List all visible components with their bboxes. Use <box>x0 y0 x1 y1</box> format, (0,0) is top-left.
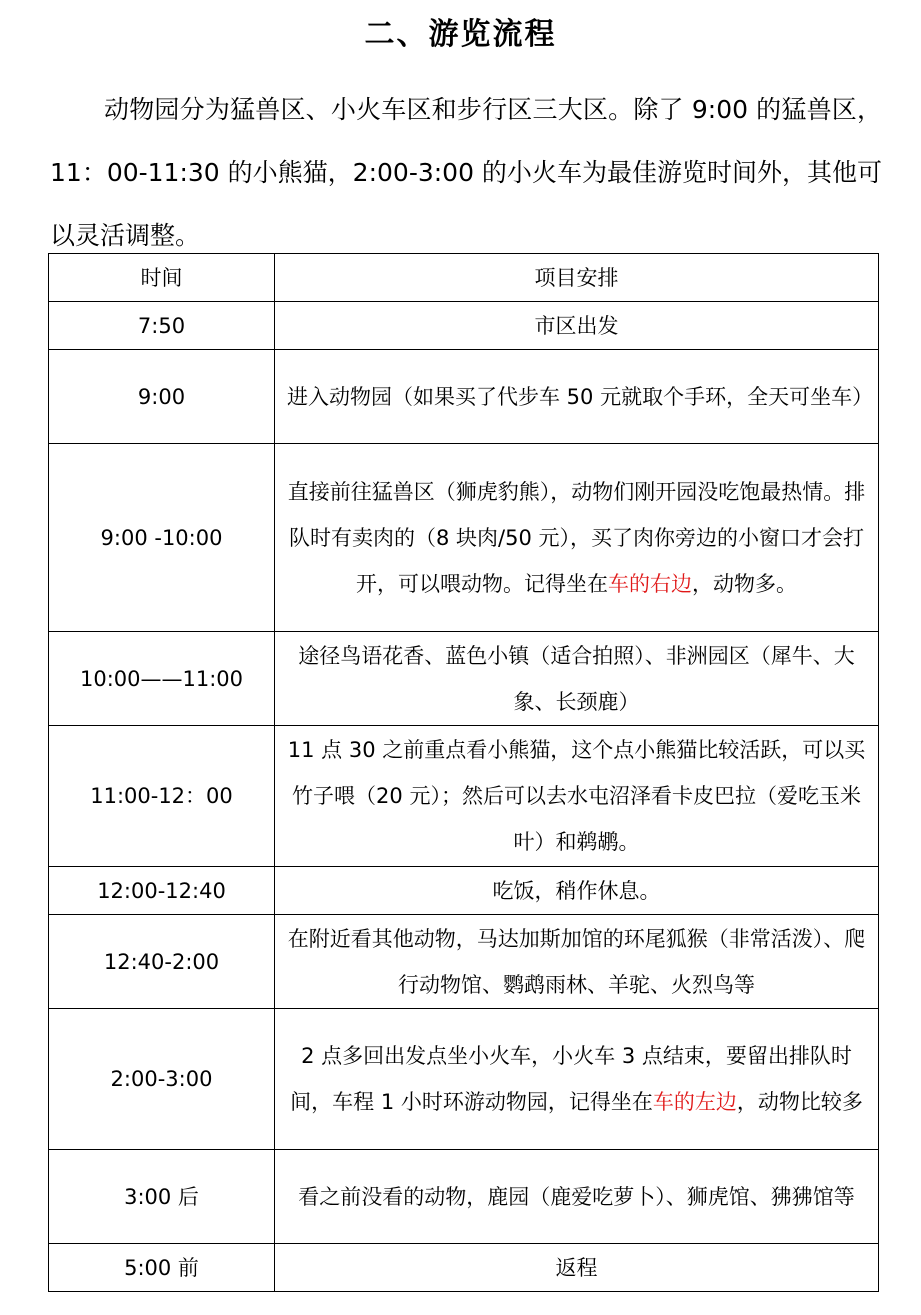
table-row <box>49 1244 879 1292</box>
row-item-text: 2 点多回出发点坐小火车，小火车 3 点结束，要留出排队时间，车程 1 小时环游动物园，记得坐在 <box>290 1044 852 1114</box>
row-time: 12:00-12:40 <box>49 867 275 915</box>
table-row <box>49 632 879 726</box>
row-item: 看之前没看的动物，鹿园（鹿爱吃萝卜）、狮虎馆、狒狒馆等 <box>275 1150 879 1244</box>
row-item <box>275 1009 879 1150</box>
intro-paragraph: 动物园分为猛兽区、小火车区和步行区三大区。除了 9:00 的猛兽区，11：00-11:30 的小熊猫，2:00-3:00 的小火车为最佳游览时间外，其他可以灵活调整。 <box>50 95 882 250</box>
row-time: 11:00-12：00 <box>49 726 275 867</box>
row-time: 9:00 -10:00 <box>49 444 275 632</box>
table-row <box>49 1150 879 1244</box>
row-item-text: ，动物比较多 <box>736 1090 863 1114</box>
row-time: 3:00 后 <box>49 1150 275 1244</box>
row-time: 12:40-2:00 <box>49 915 275 1009</box>
row-time: 9:00 <box>49 350 275 444</box>
row-item: 返程 <box>275 1244 879 1292</box>
header-time: 时间 <box>49 254 275 302</box>
row-item: 11 点 30 之前重点看小熊猫，这个点小熊猫比较活跃，可以买竹子喂（20 元）；然后可以去水屯沼泽看卡皮巴拉（爱吃玉米叶）和鹈鹕。 <box>275 726 879 867</box>
table-row <box>49 444 879 632</box>
highlight-left-side: 车的左边 <box>652 1090 737 1114</box>
table-row <box>49 915 879 1009</box>
header-item: 项目安排 <box>275 254 879 302</box>
row-time: 10:00——11:00 <box>49 632 275 726</box>
table-row <box>49 726 879 867</box>
table-row <box>49 867 879 915</box>
itinerary-table <box>48 253 879 1292</box>
row-item: 吃饭，稍作休息。 <box>275 867 879 915</box>
table-row <box>49 302 879 350</box>
row-time: 2:00-3:00 <box>49 1009 275 1150</box>
section-title: 二、游览流程 <box>364 17 557 52</box>
row-time: 5:00 前 <box>49 1244 275 1292</box>
row-item: 在附近看其他动物，马达加斯加馆的环尾狐猴（非常活泼）、爬行动物馆、鹦鹉雨林、羊驼、火烈鸟等 <box>275 915 879 1009</box>
row-item: 途径鸟语花香、蓝色小镇（适合拍照）、非洲园区（犀牛、大象、长颈鹿） <box>275 632 879 726</box>
highlight-right-side: 车的右边 <box>608 571 692 596</box>
row-item-text: ，动物多。 <box>692 571 797 596</box>
row-item <box>275 444 879 632</box>
row-time: 7:50 <box>49 302 275 350</box>
table-row <box>49 350 879 444</box>
row-item: 市区出发 <box>275 302 879 350</box>
table-header-row <box>49 254 879 302</box>
row-item-text: 直接前往猛兽区（狮虎豹熊），动物们刚开园没吃饱最热情。排队时有卖肉的（8 块肉/50 元），买了肉你旁边的小窗口才会打开，可以喂动物。记得坐在 <box>287 479 866 596</box>
row-item: 进入动物园（如果买了代步车 50 元就取个手环，全天可坐车） <box>275 350 879 444</box>
table-row <box>49 1009 879 1150</box>
